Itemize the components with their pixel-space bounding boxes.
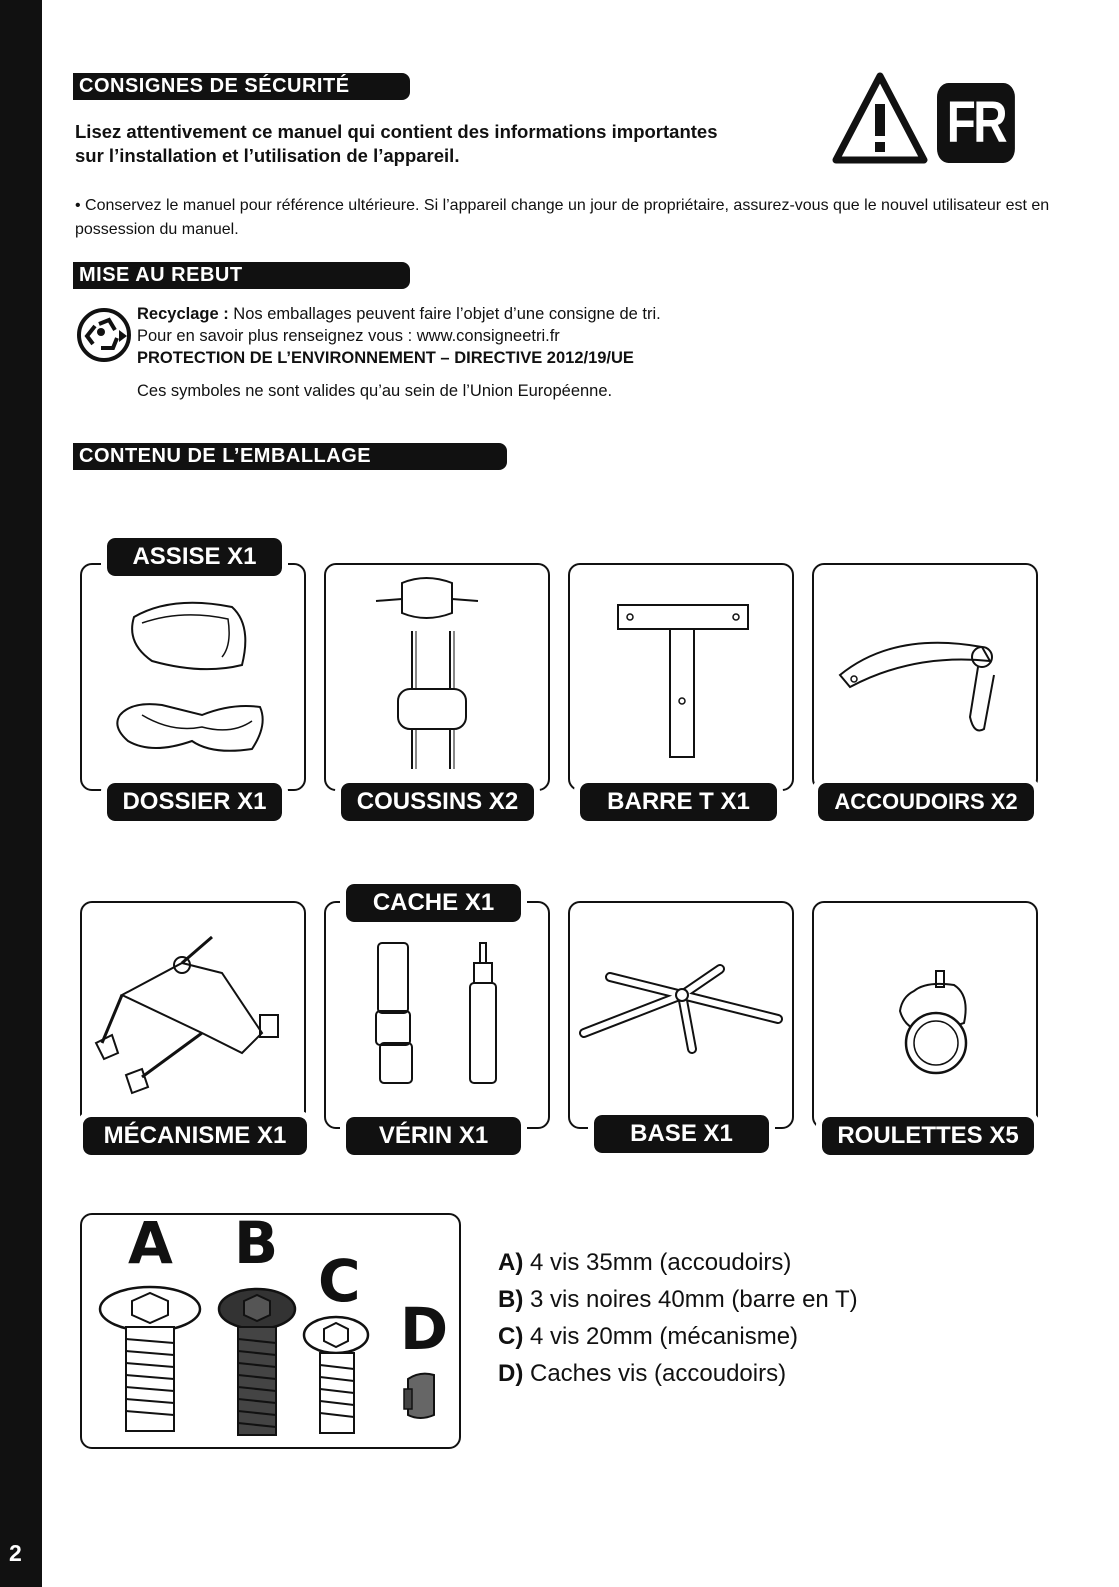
part-card-mechanism [80, 901, 306, 1129]
safety-intro-line-1: Lisez attentivement ce manuel qui contient des informations importantes [75, 121, 718, 142]
seat-back-icon [82, 565, 308, 793]
part-label-mecanisme: MÉCANISME X1 [83, 1117, 307, 1155]
warning-triangle-icon [832, 70, 928, 166]
cushions-icon [326, 565, 552, 793]
recycling-info [137, 303, 661, 369]
part-label-base: BASE X1 [594, 1115, 769, 1153]
mechanism-icon [82, 903, 308, 1131]
part-label-accoudoirs: ACCOUDOIRS X2 [818, 783, 1034, 821]
recycling-line: Recyclage : Nos emballages peuvent faire l’objet d’une consigne de tri. [137, 305, 661, 323]
safety-intro [75, 120, 717, 168]
armrests-icon [814, 565, 1040, 793]
screw-item-a: A) 4 vis 35mm (accoudoirs) [498, 1249, 792, 1276]
part-card-base [568, 901, 794, 1129]
screw-letter-d: D [400, 1295, 449, 1363]
t-bar-icon [570, 565, 796, 793]
safety-intro-line-2: sur l’installation et l’utilisation de l’appareil. [75, 145, 460, 166]
section-title-contents: CONTENU DE L’EMBALLAGE [73, 443, 507, 470]
part-card-gas-lift [324, 901, 550, 1129]
screw-item-b: B) 3 vis noires 40mm (barre en T) [498, 1286, 858, 1313]
base-icon [570, 903, 796, 1131]
recycle-triangle-icon [75, 306, 133, 364]
part-card-armrests [812, 563, 1038, 791]
page-number: 2 [9, 1540, 22, 1566]
part-label-assise: ASSISE X1 [107, 538, 282, 576]
screw-letter-b: B [234, 1209, 279, 1277]
screw-letter-a: A [128, 1209, 173, 1277]
part-card-t-bar [568, 563, 794, 791]
part-card-seat-back [80, 563, 306, 791]
screws-box [80, 1209, 461, 1449]
screw-item-d: D) Caches vis (accoudoirs) [498, 1360, 787, 1387]
section-title-disposal: MISE AU REBUT [73, 262, 410, 289]
safety-bullet: • Conservez le manuel pour référence ultérieure. Si l’appareil change un jour de propriétaire, assurez-vous que le nouvel utilisateur est en possession du manuel. [75, 197, 1050, 238]
screw-letter-c: C [318, 1247, 361, 1315]
language-badge: FR [937, 83, 1015, 163]
recycling-website: Pour en savoir plus renseignez vous : www.consigneetri.fr [137, 327, 560, 345]
part-label-roulettes: ROULETTES X5 [822, 1117, 1034, 1155]
screw-list [498, 1244, 858, 1392]
page-sidebar [0, 0, 42, 1587]
section-title-safety: CONSIGNES DE SÉCURITÉ [73, 73, 410, 100]
casters-icon [814, 903, 1040, 1131]
part-label-dossier: DOSSIER X1 [107, 783, 282, 821]
part-label-coussins: COUSSINS X2 [341, 783, 534, 821]
part-label-verin: VÉRIN X1 [346, 1117, 521, 1155]
part-label-barre-t: BARRE T X1 [580, 783, 777, 821]
gas-lift-icon [326, 903, 552, 1131]
environment-directive: PROTECTION DE L’ENVIRONNEMENT – DIRECTIVE 2012/19/UE [137, 349, 634, 367]
part-card-cushions [324, 563, 550, 791]
part-card-casters [812, 901, 1038, 1129]
screw-item-c: C) 4 vis 20mm (mécanisme) [498, 1323, 799, 1350]
eu-note: Ces symboles ne sont valides qu’au sein de l’Union Européenne. [137, 382, 613, 400]
part-label-cache: CACHE X1 [346, 884, 521, 922]
